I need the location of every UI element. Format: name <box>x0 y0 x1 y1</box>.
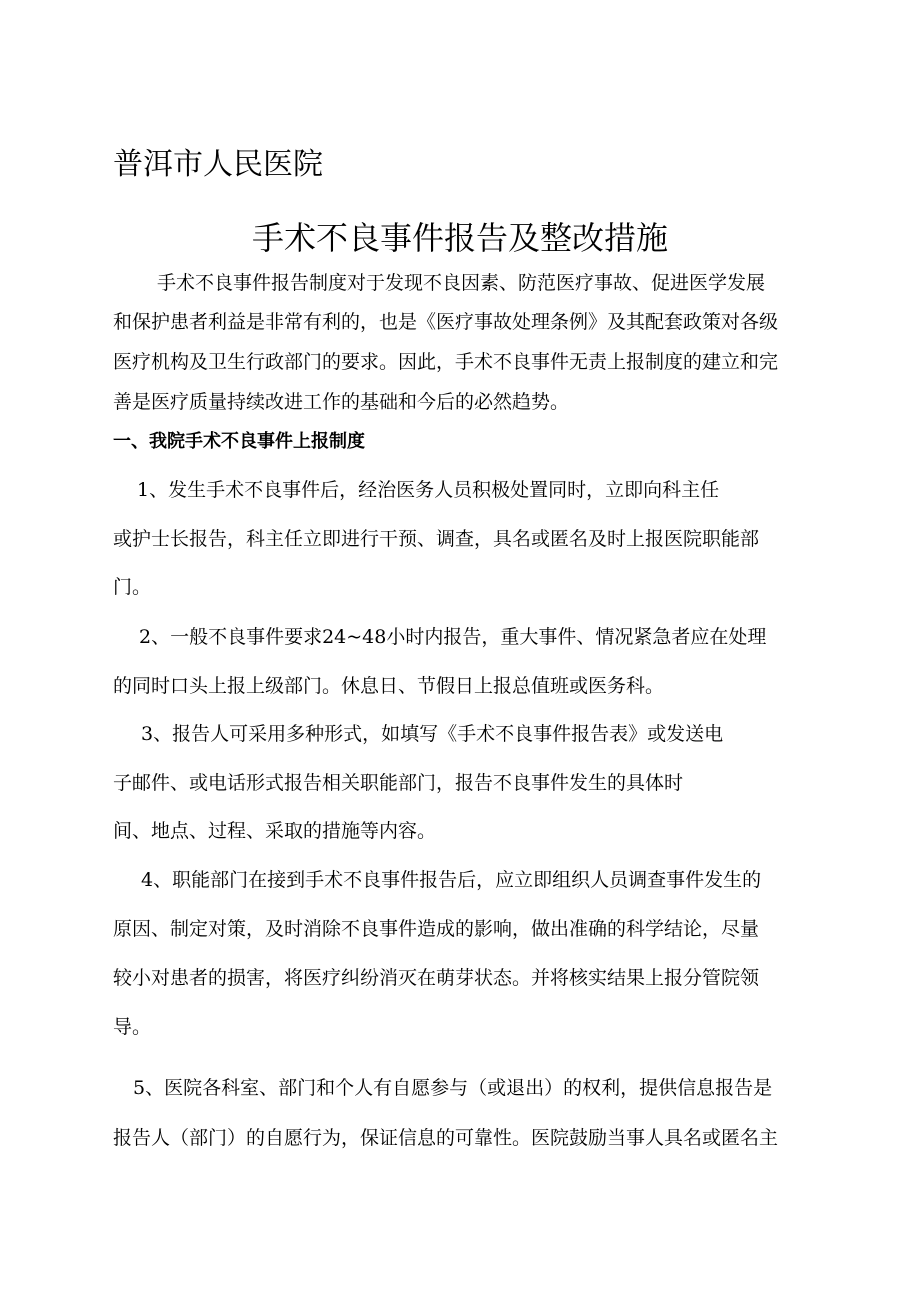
item-line: 的同时口头上报上级部门。休息日、节假日上报总值班或医务科。 <box>113 675 665 697</box>
item-line: 1、发生手术不良事件后，经治医务人员积极处置同时，立即向科主任 <box>137 479 720 501</box>
item-line: 2、一般不良事件要求24~48小时内报告，重大事件、情况紧急者应在处理 <box>139 626 767 648</box>
item-line: 子邮件、或电话形式报告相关职能部门，报告不良事件发生的具体时 <box>113 772 684 794</box>
intro-line: 和保护患者利益是非常有利的，也是《医疗事故处理条例》及其配套政策对各级 <box>113 311 779 333</box>
intro-line: 善是医疗质量持续改进工作的基础和今后的必然趋势。 <box>113 391 570 413</box>
item-line: 5、医院各科室、部门和个人有自愿参与（或退出）的权利，提供信息报告是 <box>133 1077 773 1099</box>
intro-line: 手术不良事件报告制度对于发现不良因素、防范医疗事故、促进医学发展 <box>157 272 766 294</box>
intro-line: 医疗机构及卫生行政部门的要求。因此，手术不良事件无责上报制度的建立和完 <box>113 351 779 373</box>
item-line: 报告人（部门）的自愿行为，保证信息的可靠性。医院鼓励当事人具名或匿名主 <box>113 1127 779 1149</box>
item-line: 较小对患者的损害，将医疗纠纷消灭在萌芽状态。并将核实结果上报分管院领 <box>113 967 760 989</box>
item-line: 导。 <box>113 1016 152 1038</box>
item-line: 门。 <box>113 576 152 598</box>
section-heading: 一、我院手术不良事件上报制度 <box>113 431 365 452</box>
item-line: 或护士长报告，科主任立即进行干预、调查，具名或匿名及时上报医院职能部 <box>113 528 760 550</box>
item-line: 3、报告人可采用多种形式，如填写《手术不良事件报告表》或发送电 <box>141 723 724 745</box>
document-title: 手术不良事件报告及整改措施 <box>251 219 668 257</box>
item-line: 原因、制定对策，及时消除不良事件造成的影响，做出准确的科学结论，尽量 <box>113 918 760 940</box>
hospital-name: 普洱市人民医院 <box>113 147 323 182</box>
item-line: 4、职能部门在接到手术不良事件报告后，应立即组织人员调查事件发生的 <box>141 869 762 891</box>
item-line: 间、地点、过程、采取的措施等内容。 <box>113 820 437 842</box>
